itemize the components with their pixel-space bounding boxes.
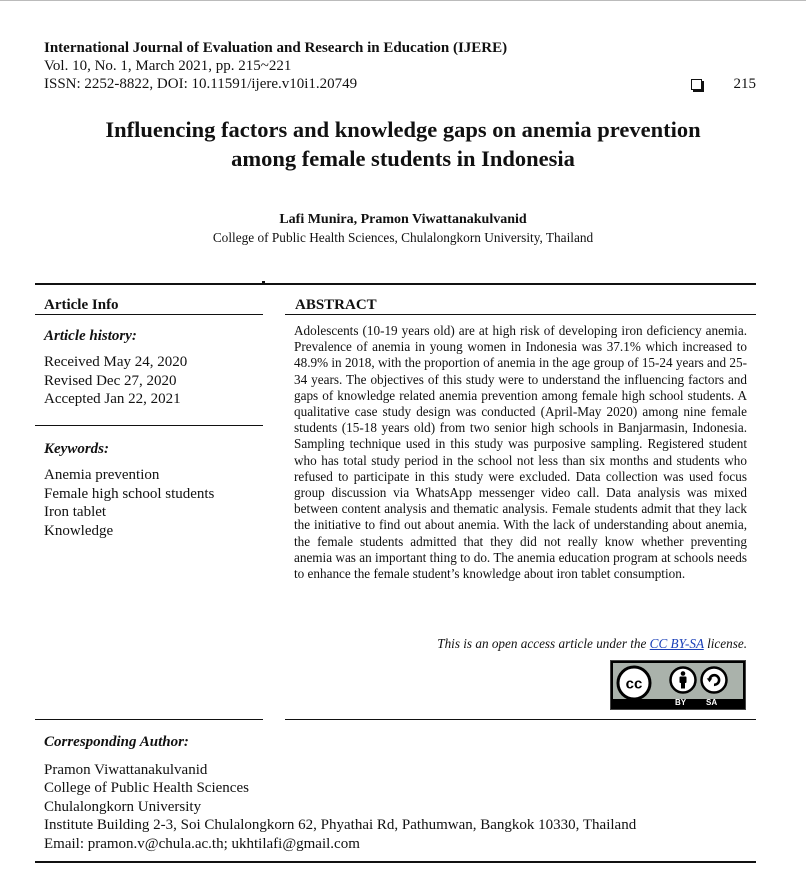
corresponding-author-heading: Corresponding Author: [44, 734, 189, 750]
attribution-person-icon [669, 666, 697, 694]
share-alike-icon [700, 666, 728, 694]
license-prefix: This is an open access article under the [437, 636, 650, 651]
keywords-heading: Keywords: [44, 441, 109, 457]
received-date: Received May 24, 2020 [44, 354, 188, 370]
article-info-rule [35, 314, 263, 315]
square-bullet-icon [691, 79, 702, 90]
author-name: Pramon Viwattanakulvanid [44, 762, 208, 778]
bottom-rule [35, 861, 756, 863]
article-title [30, 115, 776, 173]
authors: Lafi Munira, Pramon Viwattanakulvanid [279, 212, 527, 227]
license-suffix: license. [703, 636, 747, 651]
corresponding-author-details [44, 761, 636, 853]
cc-license-badge[interactable] [610, 660, 746, 710]
article-info-heading: Article Info [44, 297, 119, 313]
top-border [0, 0, 806, 1]
abstract-body [294, 323, 747, 582]
keyword: Anemia prevention [44, 467, 160, 483]
badge-by-label: BY [675, 698, 687, 707]
abstract-text: Adolescents (10-19 years old) are at high risk of developing iron deficiency anemia. Prevalence of anemia in young women in Indonesia was 37.1% which increased to 48.9% in 2018, with the proportion of anemia in the age group of 15-24 years and 25-34 years. The objectives of this study were to understand the influencing factors and gaps of knowledge related anemia prevention among female high school students. A qualitative case study design was conducted (April-May 2020) among nine female students (15-18 years old) from two senior high schools in Banjarmasin, Indonesia. Sampling technique used in this study was purposive sampling. Registered student who has total study period in the school not less than six months and students who refused to participate in this study were excluded. Data collection was used focus group discussion via WhatsApp messenger video call. Data analysis was mixed between content analysis and thematic analysis. Female students admit that they lack the initiative to find out about anemia. With the lack of understanding about anemia, the female students admitted that they did not really know whether preventing anemia was an important thing to do. The anemia education program at schools needs to enhance the female student’s knowledge about iron tablet consumption. [294, 323, 747, 582]
journal-name: International Journal of Evaluation and Research in Education (IJERE) [44, 40, 508, 56]
author-college: College of Public Health Sciences [44, 780, 249, 797]
divider-tick [262, 281, 265, 284]
abstract-bottom-rule [285, 719, 756, 720]
abstract-heading: ABSTRACT [295, 297, 377, 313]
info-bottom-rule [35, 719, 263, 720]
title-line-2: among female students in Indonesia [231, 146, 575, 171]
page-number: 215 [733, 76, 756, 92]
cc-by-sa-link[interactable]: CC BY-SA [649, 636, 704, 651]
affiliation: College of Public Health Sciences, Chulalongkorn University, Thailand [212, 230, 594, 245]
article-history [44, 353, 187, 409]
history-rule [35, 425, 263, 426]
keyword: Female high school students [44, 485, 215, 502]
keyword: Knowledge [44, 522, 114, 539]
license-notice [300, 636, 747, 652]
section-divider [35, 283, 756, 285]
revised-date: Revised Dec 27, 2020 [44, 372, 177, 389]
journal-header [44, 39, 756, 93]
keywords-list [44, 466, 214, 540]
creative-commons-icon [616, 665, 652, 701]
svg-text:cc: cc [625, 675, 643, 693]
volume-line: Vol. 10, No. 1, March 2021, pp. 215~221 [44, 58, 292, 74]
accepted-date: Accepted Jan 22, 2021 [44, 391, 181, 407]
issn-doi: ISSN: 2252-8822, DOI: 10.11591/ijere.v10i1.20749 [44, 76, 358, 92]
abstract-rule [285, 314, 756, 315]
author-university: Chulalongkorn University [44, 798, 202, 815]
author-address: Institute Building 2-3, Soi Chulalongkorn 62, Phyathai Rd, Pathumwan, Bangkok 10330, Thailand [44, 817, 637, 834]
keyword: Iron tablet [44, 504, 107, 520]
title-line-1: Influencing factors and knowledge gaps on anemia prevention [105, 117, 701, 142]
article-history-heading: Article history: [44, 328, 137, 344]
author-email: Email: pramon.v@chula.ac.th; ukhtilafi@gmail.com [44, 835, 360, 852]
badge-sa-label: SA [706, 698, 718, 707]
